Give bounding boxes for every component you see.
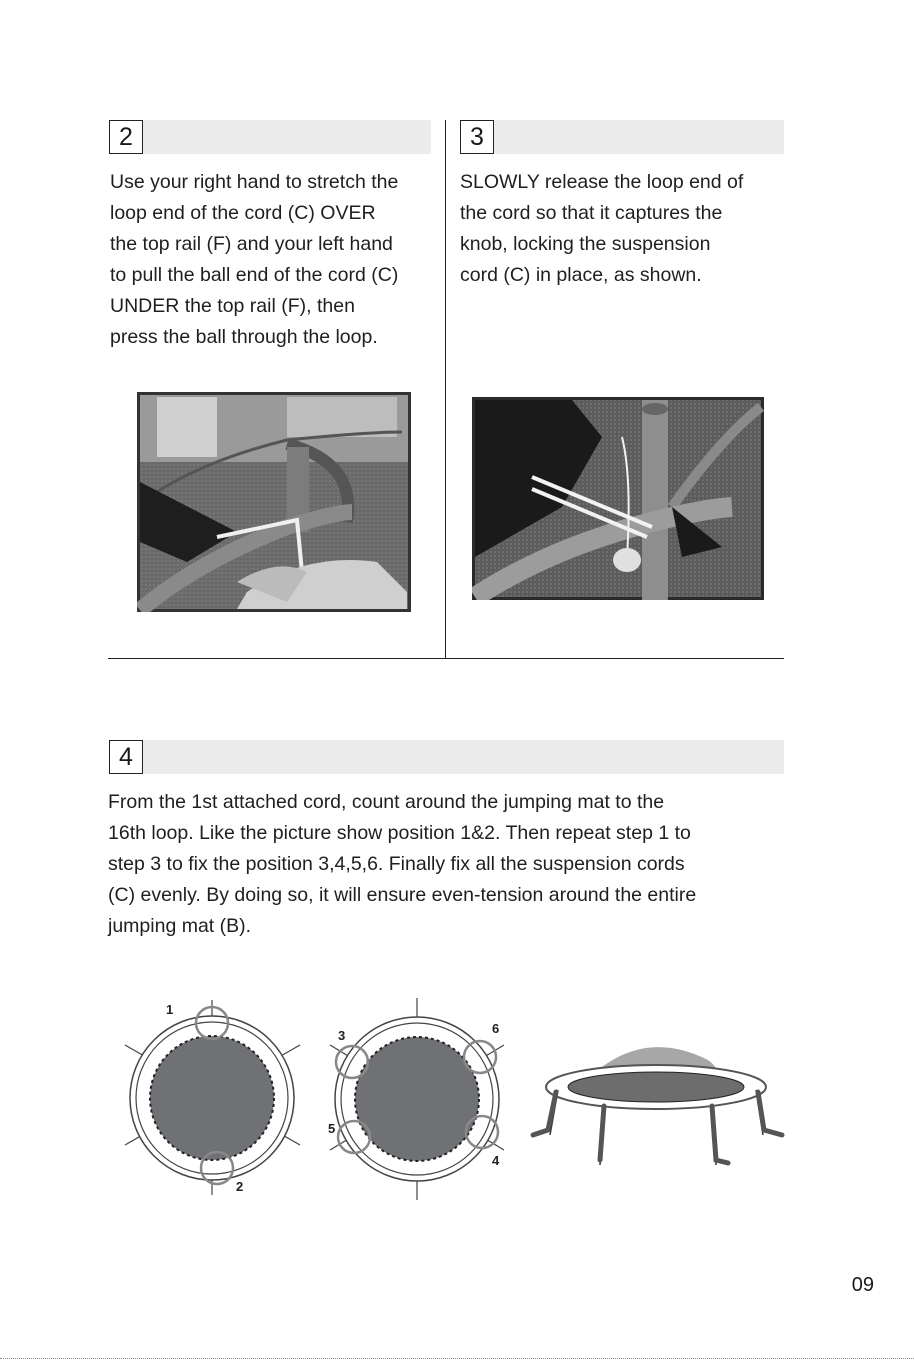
step-4-header — [109, 740, 784, 774]
step-3-number: 3 — [460, 120, 494, 154]
step-3-header — [460, 120, 784, 154]
bottom-trim-line — [0, 1358, 914, 1360]
label-position-6: 6 — [492, 1021, 500, 1036]
step-3-photo — [472, 397, 764, 600]
step-2-number: 2 — [109, 120, 143, 154]
step-2-instructions: Use your right hand to stretch the loop end of the cord (C) OVER the top rail (F) and your left hand to pull the ball end of the cord (C) UNDER the top rail (F), then press the ball through the loop. — [110, 171, 399, 348]
label-position-5: 5 — [328, 1121, 336, 1136]
step-4-number: 4 — [109, 740, 143, 774]
label-position-4: 4 — [492, 1153, 500, 1168]
step-3-instructions: SLOWLY release the loop end of the cord so that it captures the knob, locking the suspension cord (C) in place, as shown. — [460, 171, 744, 286]
page-number: 09 — [851, 1274, 874, 1296]
step-4-instructions: From the 1st attached cord, count around the jumping mat to the 16th loop. Like the picture show position 1&2. Then repeat step 1 to step 3 to fix the position 3,4,5,6. Finally fix all the suspension cords (C) evenly. By doing so, it will ensure even-tension around the entire jumping mat (B). — [108, 791, 697, 937]
label-position-1: 1 — [166, 1002, 174, 1017]
label-position-2: 2 — [236, 1179, 244, 1194]
label-position-3: 3 — [338, 1028, 346, 1043]
section-divider — [108, 658, 784, 659]
diagram-positions-1-2 — [120, 995, 310, 1200]
diagram-positions-3-6 — [322, 995, 512, 1205]
column-divider — [445, 120, 446, 658]
step-2-header — [109, 120, 431, 154]
diagram-assembled-trampoline — [528, 1030, 786, 1175]
step-2-photo — [137, 392, 411, 612]
